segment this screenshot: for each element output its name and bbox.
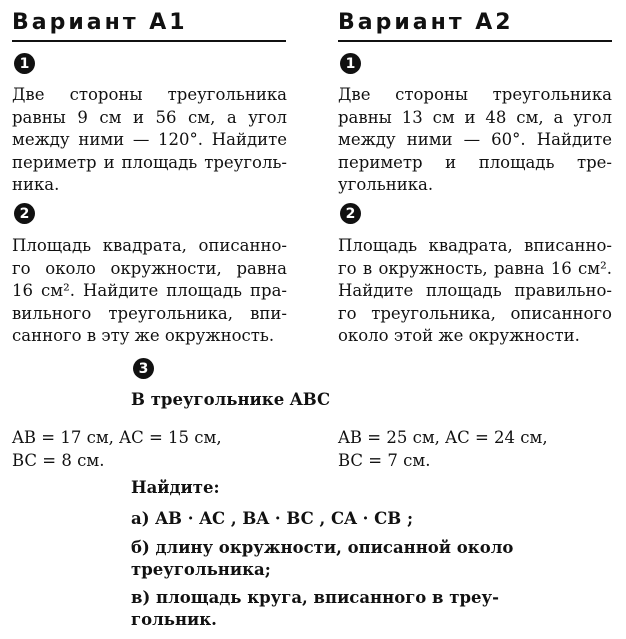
question-1-badge-a2: 1 — [340, 53, 361, 74]
variant-a1-question-1 — [12, 84, 287, 197]
text-line: между ними — 60°. Найдите — [338, 130, 612, 150]
question-1-badge-a1: 1 — [14, 53, 35, 74]
variant-a2-q3-line-2: BC = 7 см. — [338, 451, 431, 470]
text-line: Площадь квадрата, вписанно- — [338, 236, 612, 255]
text-line: го около окружности, равна — [12, 258, 287, 278]
variant-a2-question-1 — [338, 84, 612, 197]
variant-a2-underline — [338, 40, 612, 42]
text-line: периметр и площадь треуголь- — [12, 152, 287, 172]
variant-a2-q3-line-1: AB = 25 см, AC = 24 см, — [338, 428, 548, 447]
text-line: равны 13 см и 48 см, а угол — [338, 107, 612, 127]
question-3-badge: 3 — [133, 358, 154, 379]
variant-a1-underline — [12, 40, 286, 42]
question-3-intro-text: В треугольнике ABC — [131, 390, 331, 409]
task-b-line-2: треугольника; — [131, 560, 271, 579]
variant-a1-title: Вариант А1 — [12, 10, 188, 35]
text-line: Найдите площадь правильно- — [338, 281, 612, 301]
variant-a1-question-2 — [12, 235, 287, 348]
task-b-line-1: б) длину окружности, описанной около — [131, 538, 514, 557]
text-line: ника. — [12, 175, 60, 195]
text-line: Две стороны треугольника — [338, 85, 612, 104]
text-line: равны 9 см и 56 см, а угол — [12, 107, 287, 127]
text-line: Площадь квадрата, описанно- — [12, 236, 287, 255]
variant-a1-q3-line-1: AB = 17 см, AC = 15 см, — [12, 428, 222, 447]
find-label: Найдите: — [131, 478, 220, 497]
variant-a2-question-2 — [338, 235, 612, 348]
text-line: санного в эту же окружность. — [12, 326, 275, 346]
question-2-badge-a1: 2 — [14, 203, 35, 224]
task-c-line-2: гольник. — [131, 610, 217, 629]
variant-a2-title: Вариант А2 — [338, 10, 514, 35]
text-line: го треугольника, описанного — [338, 303, 612, 323]
task-a: а) AB · AC , BA · BC , CA · CB ; — [131, 509, 414, 528]
task-c-line-1: в) площадь круга, вписанного в треу- — [131, 588, 499, 607]
question-3-intro — [131, 390, 330, 409]
text-line: около этой же окружности. — [338, 326, 580, 346]
text-line: го в окружность, равна 16 см². — [338, 258, 612, 278]
text-line: Две стороны треугольника — [12, 85, 287, 104]
text-line: между ними — 120°. Найдите — [12, 130, 287, 150]
text-line: периметр и площадь тре- — [338, 152, 612, 172]
variant-a1-q3-line-2: BC = 8 см. — [12, 451, 105, 470]
text-line: 16 см². Найдите площадь пра- — [12, 281, 287, 301]
question-2-badge-a2: 2 — [340, 203, 361, 224]
text-line: вильного треугольника, впи- — [12, 303, 287, 323]
text-line: угольника. — [338, 175, 434, 195]
